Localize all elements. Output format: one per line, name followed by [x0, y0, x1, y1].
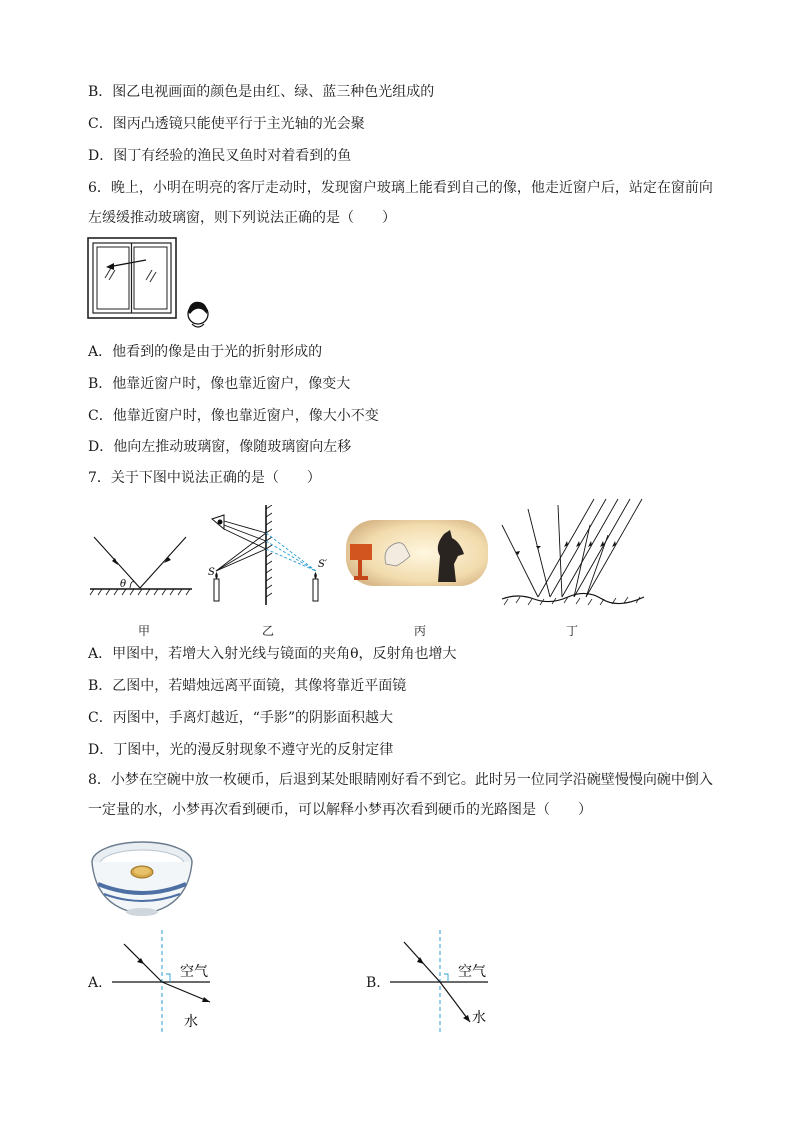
q8-stem-line2: 一定量的水，小梦再次看到硬币，可以解释小梦再次看到硬币的光路图是（ ） [88, 802, 592, 818]
coin-icon [131, 866, 153, 878]
bowl-figure [88, 836, 198, 918]
window-figure [86, 236, 226, 336]
q8-a-water-label: 水 [184, 1014, 198, 1030]
q6-option-b: B．他靠近窗户时，像也靠近窗户，像变大 [88, 376, 351, 392]
q6-option-d: D．他向左推动玻璃窗，像随玻璃窗向左移 [88, 439, 352, 455]
q7-option-c: C．丙图中，手离灯越近，“手影”的阴影面积越大 [88, 710, 394, 726]
q8-option-a-diagram [112, 930, 242, 1032]
reflection-figure [86, 525, 196, 605]
q8-b-water-label: 水 [472, 1010, 486, 1026]
q7-option-d: D．丁图中，光的漫反射现象不遵守光的反射定律 [88, 742, 394, 758]
q5-option-c: C．图丙凸透镜只能使平行于主光轴的光会聚 [88, 116, 365, 132]
caption-yi: 乙 [262, 624, 275, 638]
q6-option-c: C．他靠近窗户时，像也靠近窗户，像大小不变 [88, 408, 379, 424]
plane-mirror-figure [202, 505, 332, 605]
q6-option-a: A．他看到的像是由于光的折射形成的 [88, 344, 323, 360]
q6-stem-line2: 左缓缓推动玻璃窗，则下列说法正确的是（ ） [88, 210, 396, 226]
q7-stem: 7．关于下图中说法正确的是（ ） [88, 470, 321, 486]
q7-option-a: A．甲图中，若增大入射光线与镜面的夹角θ，反射角也增大 [88, 646, 457, 662]
q7-option-b: B．乙图中，若蜡烛远离平面镜，其像将靠近平面镜 [88, 678, 407, 694]
s-label: S [208, 567, 215, 578]
diffuse-reflection-figure [498, 495, 648, 610]
q8-b-air-label: 空气 [458, 964, 486, 980]
caption-ding: 丁 [566, 624, 579, 638]
q8-option-a-label: A. [88, 975, 103, 991]
s-prime-label: S′ [318, 559, 328, 570]
q8-option-b-diagram [390, 930, 520, 1032]
q5-option-d: D．图丁有经验的渔民叉鱼时对着看到的鱼 [88, 148, 352, 164]
q8-stem-line1: 8．小梦在空碗中放一枚硬币，后退到某处眼睛刚好看不到它。此时另一位同学沿碗壁慢慢向碗中倒入 [88, 772, 713, 788]
hand-shadow-figure [346, 520, 488, 586]
q8-option-b-label: B. [366, 975, 381, 991]
caption-jia: 甲 [138, 624, 151, 638]
q5-option-b: B．图乙电视画面的颜色是由红、绿、蓝三种色光组成的 [88, 84, 435, 100]
theta-label: θ [120, 579, 127, 590]
q6-stem-line1: 6．晚上，小明在明亮的客厅走动时，发现窗户玻璃上能看到自己的像，他走近窗户后，站定在窗前向 [88, 180, 713, 196]
caption-bing: 丙 [414, 624, 427, 638]
eye-icon [212, 515, 224, 529]
person-head-icon [188, 302, 208, 327]
q8-a-air-label: 空气 [180, 964, 208, 980]
